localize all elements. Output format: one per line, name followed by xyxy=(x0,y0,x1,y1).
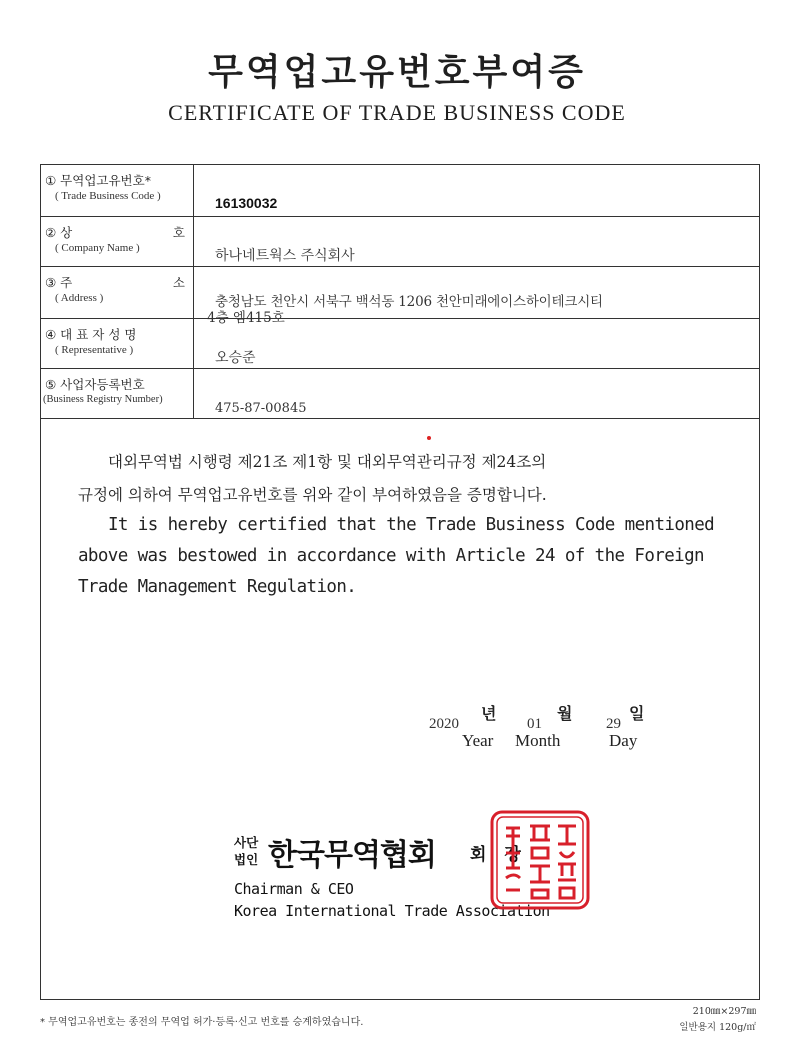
footnote: * 무역업고유번호는 종전의 무역업 허가·등록·신고 번호를 승계하였습니다. xyxy=(40,1017,364,1028)
page-title-en: CERTIFICATE OF TRADE BUSINESS CODE xyxy=(168,100,626,125)
body-ko-line1: 대외무역법 시행령 제21조 제1항 및 대외무역관리규정 제24조의 xyxy=(108,453,547,471)
field-row-address xyxy=(41,267,759,326)
body-en-line1: It is hereby certified that the Trade Business Code mentioned xyxy=(108,515,715,535)
date-day-en: Day xyxy=(609,731,638,750)
date-year-ko: 년 xyxy=(481,704,497,723)
field-label-en: ( Company Name ) xyxy=(55,242,140,254)
date-month-en: Month xyxy=(515,731,561,750)
red-mark-dot xyxy=(427,436,431,440)
field-label-en: ( Representative ) xyxy=(55,344,134,356)
representative-value: 오승준 xyxy=(215,350,256,366)
field-label-ko-right: 호 xyxy=(172,225,185,240)
field-label xyxy=(41,369,194,418)
issuer-title-ko: 회 장 xyxy=(470,845,527,865)
page-title-ko: 무역업고유번호부여증 xyxy=(208,52,586,93)
date-day-ko: 일 xyxy=(629,704,645,723)
date-year-value: 2020 xyxy=(429,716,459,732)
field-label xyxy=(41,165,194,216)
body-ko-line2: 규정에 의하여 무역업고유번호를 위와 같이 부여하였음을 증명합니다. xyxy=(78,486,547,504)
field-label xyxy=(41,319,194,368)
issuer-title-en: Chairman & CEO xyxy=(234,880,354,898)
field-row-business-registry xyxy=(41,369,759,419)
field-row-company-name xyxy=(41,217,759,267)
field-label-ko-left: ③ 주 xyxy=(45,275,73,290)
business-registry-value: 475-87-00845 xyxy=(215,401,307,416)
field-label-en: (Business Registry Number) xyxy=(43,394,163,405)
date-day-value: 29 xyxy=(606,716,621,732)
field-label-ko: ① 무역업고유번호* xyxy=(45,173,151,188)
field-row-representative xyxy=(41,319,759,369)
issuer-type-line1: 사단 xyxy=(234,835,259,850)
field-label-ko-right: 소 xyxy=(172,275,185,290)
paper-size: 210㎜×297㎜ xyxy=(692,1006,756,1017)
official-seal xyxy=(488,808,592,912)
date-month-value: 01 xyxy=(527,716,542,732)
field-label-en: ( Trade Business Code ) xyxy=(55,190,161,202)
date-year-en: Year xyxy=(462,731,494,750)
company-name-value: 하나네트웍스 주식회사 xyxy=(215,248,355,264)
field-label-ko xyxy=(45,273,185,291)
date-month-ko: 월 xyxy=(557,704,573,723)
field-row-trade-code xyxy=(41,165,759,217)
body-en-line3: Trade Management Regulation. xyxy=(78,577,357,597)
issuer-name-en: Korea International Trade Association xyxy=(234,902,550,920)
field-label-ko: ⑤ 사업자등록번호 xyxy=(45,377,145,392)
address-value-line2: 4층 엠415호 xyxy=(207,310,285,326)
field-label-ko-left: ② 상 xyxy=(45,225,73,240)
field-label-ko: ④ 대 표 자 성 명 xyxy=(45,327,137,342)
field-label-ko xyxy=(45,223,185,241)
paper-type: 일반용지 120g/㎡ xyxy=(679,1022,756,1033)
address-value-line1: 충청남도 천안시 서북구 백석동 1206 천안미래에이스하이테크시티 xyxy=(215,294,603,310)
issuer-name-ko: 한국무역협회 xyxy=(268,838,436,873)
field-label xyxy=(41,217,194,266)
field-label-en: ( Address ) xyxy=(55,292,104,304)
field-label xyxy=(41,267,194,318)
trade-business-code-value: 16130032 xyxy=(215,195,278,211)
body-en-line2: above was bestowed in accordance with Article 24 of the Foreign xyxy=(78,546,704,566)
issuer-type-line2: 법인 xyxy=(234,852,259,867)
